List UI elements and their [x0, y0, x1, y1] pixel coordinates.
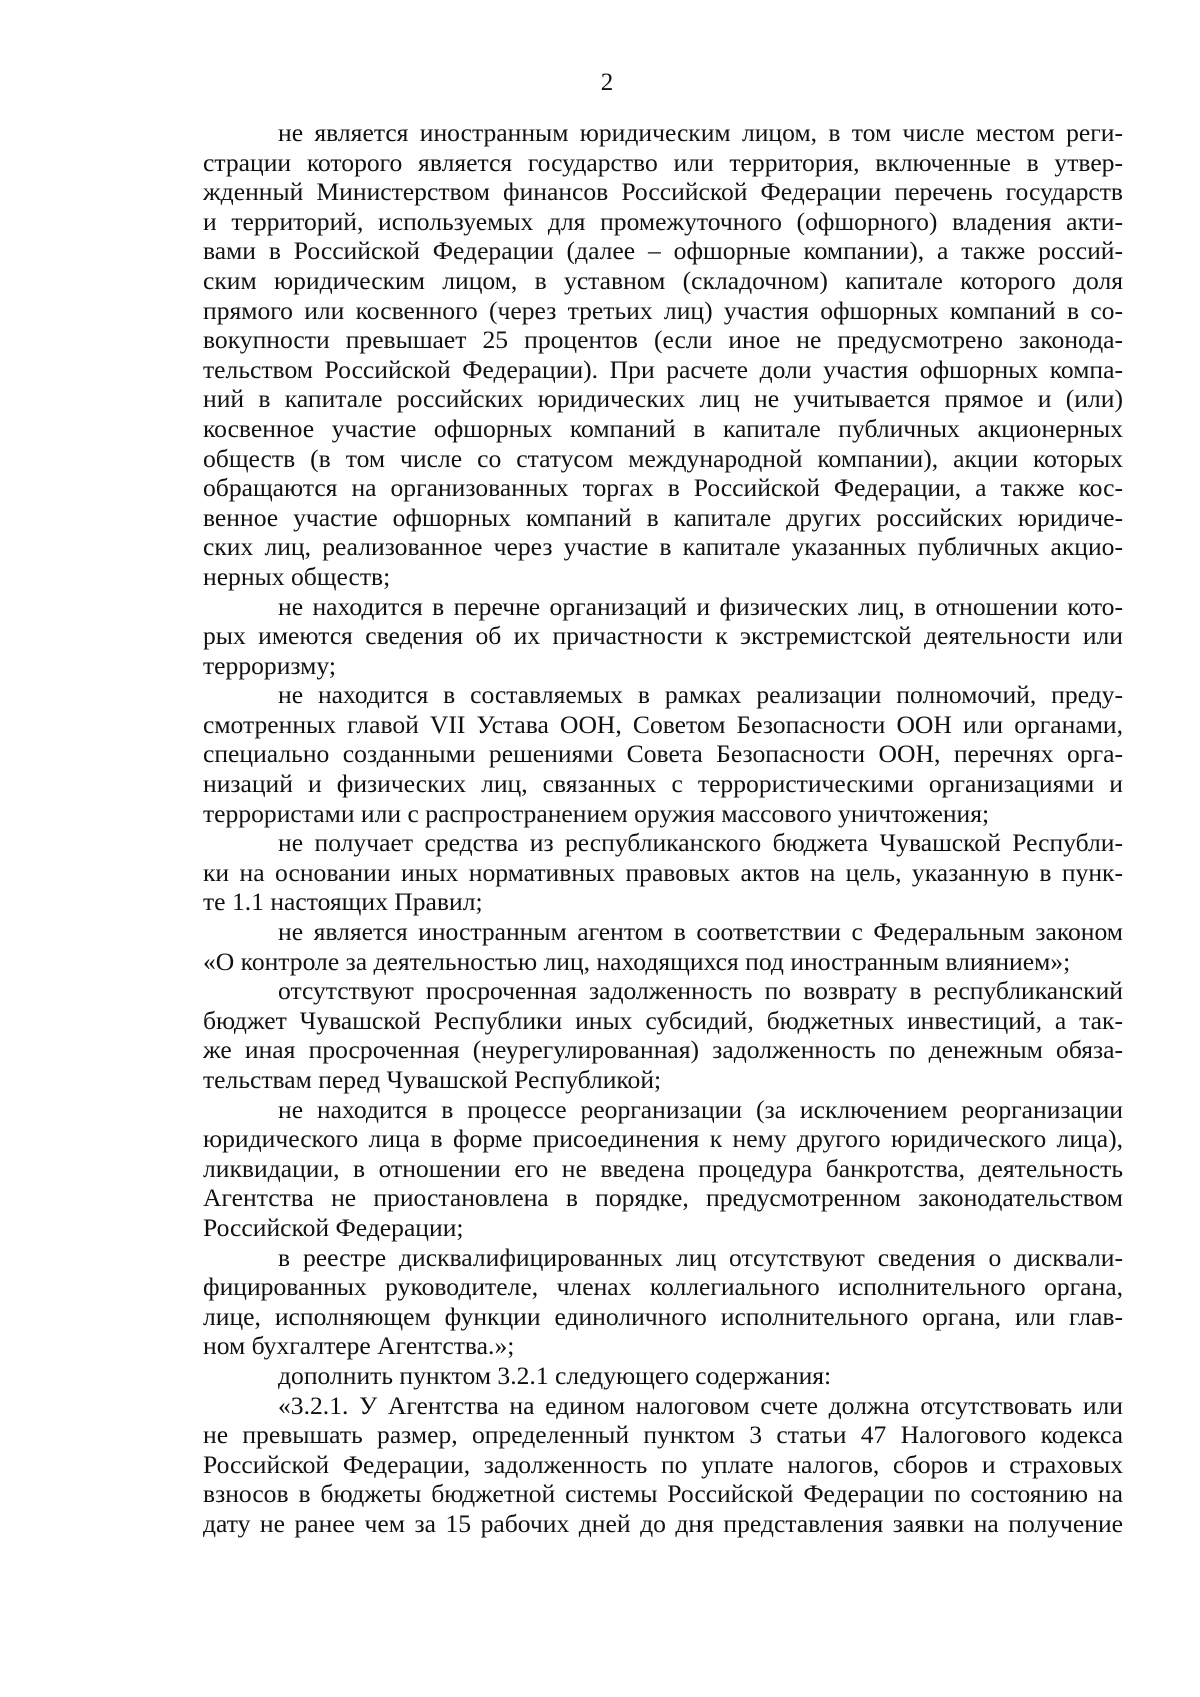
text-line: отсутствуют просроченная задолженность по возврату в республиканский — [278, 976, 1123, 1006]
text-line: прямого или косвенного (через третьих лиц) участия офшорных компаний в со- — [203, 295, 1123, 325]
text-line: же иная просроченная (неурегулированная) задолженность по денежным обяза- — [203, 1035, 1123, 1065]
text-line: нерных обществ; — [203, 561, 391, 591]
text-line: жденный Министерством финансов Российской Федерации перечень государств — [203, 177, 1123, 207]
text-line: тельством Российской Федерации). При расчете доли участия офшорных компа- — [203, 354, 1123, 384]
text-line: вами в Российской Федерации (далее – офшорные компании), а также россий- — [203, 236, 1123, 266]
text-line: обращаются на организованных торгах в Российской Федерации, а также кос- — [203, 473, 1123, 503]
text-line: терроризму; — [203, 650, 336, 680]
text-line: ний в капитале российских юридических лиц не учитывается прямое и (или) — [203, 384, 1123, 414]
text-line: ских лиц, реализованное через участие в капитале указанных публичных акцио- — [203, 532, 1123, 562]
text-line: низаций и физических лиц, связанных с террористическими организациями и — [203, 769, 1123, 799]
text-line: не находится в составляемых в рамках реализации полномочий, преду- — [278, 680, 1123, 710]
text-line: лице, исполняющем функции единоличного исполнительного органа, или глав- — [203, 1301, 1123, 1331]
text-line: страции которого является государство или территория, включенные в утвер- — [203, 147, 1123, 177]
text-line: «3.2.1. У Агентства на едином налоговом счете должна отсутствовать или — [278, 1390, 1123, 1420]
text-line: тельствам перед Чувашской Республикой; — [203, 1065, 662, 1094]
text-line: обществ (в том числе со статусом международной компании), акции которых — [203, 443, 1123, 473]
text-line: ским юридическим лицом, в уставном (складочном) капитале которого доля — [203, 265, 1123, 295]
text-line: не превышать размер, определенный пунктом 3 статьи 47 Налогового кодекса — [203, 1420, 1123, 1450]
text-line: Агентства не приостановлена в порядке, предусмотренном законодательством — [203, 1183, 1123, 1213]
paragraph — [203, 917, 1123, 976]
text-line: фицированных руководителе, членах коллегиального исполнительного органа, — [203, 1272, 1123, 1302]
text-line: «О контроле за деятельностью лиц, находящихся под иностранным влиянием»; — [203, 946, 1071, 976]
text-line: не получает средства из республиканского бюджета Чувашской Республи- — [278, 828, 1123, 858]
text-line: вокупности превышает 25 процентов (если иное не предусмотрено законода- — [203, 325, 1123, 355]
text-line: взносов в бюджеты бюджетной системы Российской Федерации по состоянию на — [203, 1479, 1123, 1509]
text-line: смотренных главой VII Устава ООН, Советом Безопасности ООН или органами, — [203, 709, 1123, 739]
paragraph — [203, 592, 1123, 681]
paragraph — [203, 1095, 1123, 1243]
text-line: не находится в перечне организаций и физических лиц, в отношении кото- — [278, 591, 1123, 621]
text-line: ки на основании иных нормативных правовых актов на цель, указанную в пунк- — [203, 857, 1123, 887]
text-line: Российской Федерации; — [203, 1212, 464, 1242]
text-line: те 1.1 настоящих Правил; — [203, 887, 483, 917]
paragraph — [203, 680, 1123, 828]
text-line: в реестре дисквалифицированных лиц отсутствуют сведения о дисквали- — [278, 1242, 1123, 1272]
text-line: террористами или с распространением оружия массового уничтожения; — [203, 798, 990, 828]
document-body — [203, 118, 1123, 1539]
text-line: дату не ранее чем за 15 рабочих дней до дня представления заявки на получение — [203, 1508, 1123, 1538]
page-number: 2 — [600, 69, 614, 96]
text-line: ликвидации, в отношении его не введена процедура банкротства, деятельность — [203, 1153, 1123, 1183]
text-line: Российской Федерации, задолженность по уплате налогов, сборов и страховых — [203, 1449, 1123, 1479]
text-line: рых имеются сведения об их причастности к экстремистской деятельности или — [203, 621, 1123, 651]
text-line: ном бухгалтере Агентства.»; — [203, 1331, 515, 1361]
text-line: не является иностранным агентом в соответствии с Федеральным законом — [278, 917, 1123, 947]
text-line: косвенное участие офшорных компаний в капитале публичных акционерных — [203, 413, 1123, 443]
text-line: бюджет Чувашской Республики иных субсидий, бюджетных инвестиций, а так- — [203, 1005, 1123, 1035]
paragraph — [203, 1361, 1123, 1391]
text-line: венное участие офшорных компаний в капитале других российских юридиче- — [203, 502, 1123, 532]
paragraph — [203, 976, 1123, 1094]
text-line: специально созданными решениями Совета Безопасности ООН, перечнях орга- — [203, 739, 1123, 769]
text-line: не является иностранным юридическим лицом, в том числе местом реги- — [278, 118, 1123, 147]
text-line: дополнить пунктом 3.2.1 следующего содержания: — [278, 1360, 832, 1390]
text-line: не находится в процессе реорганизации (за исключением реорганизации — [278, 1094, 1123, 1124]
paragraph — [203, 1243, 1123, 1361]
paragraph — [203, 828, 1123, 917]
text-line: и территорий, используемых для промежуточного (офшорного) владения акти- — [203, 206, 1123, 236]
paragraph — [203, 118, 1123, 592]
text-line: юридического лица в форме присоединения к нему другого юридического лица), — [203, 1124, 1123, 1154]
paragraph — [203, 1391, 1123, 1539]
